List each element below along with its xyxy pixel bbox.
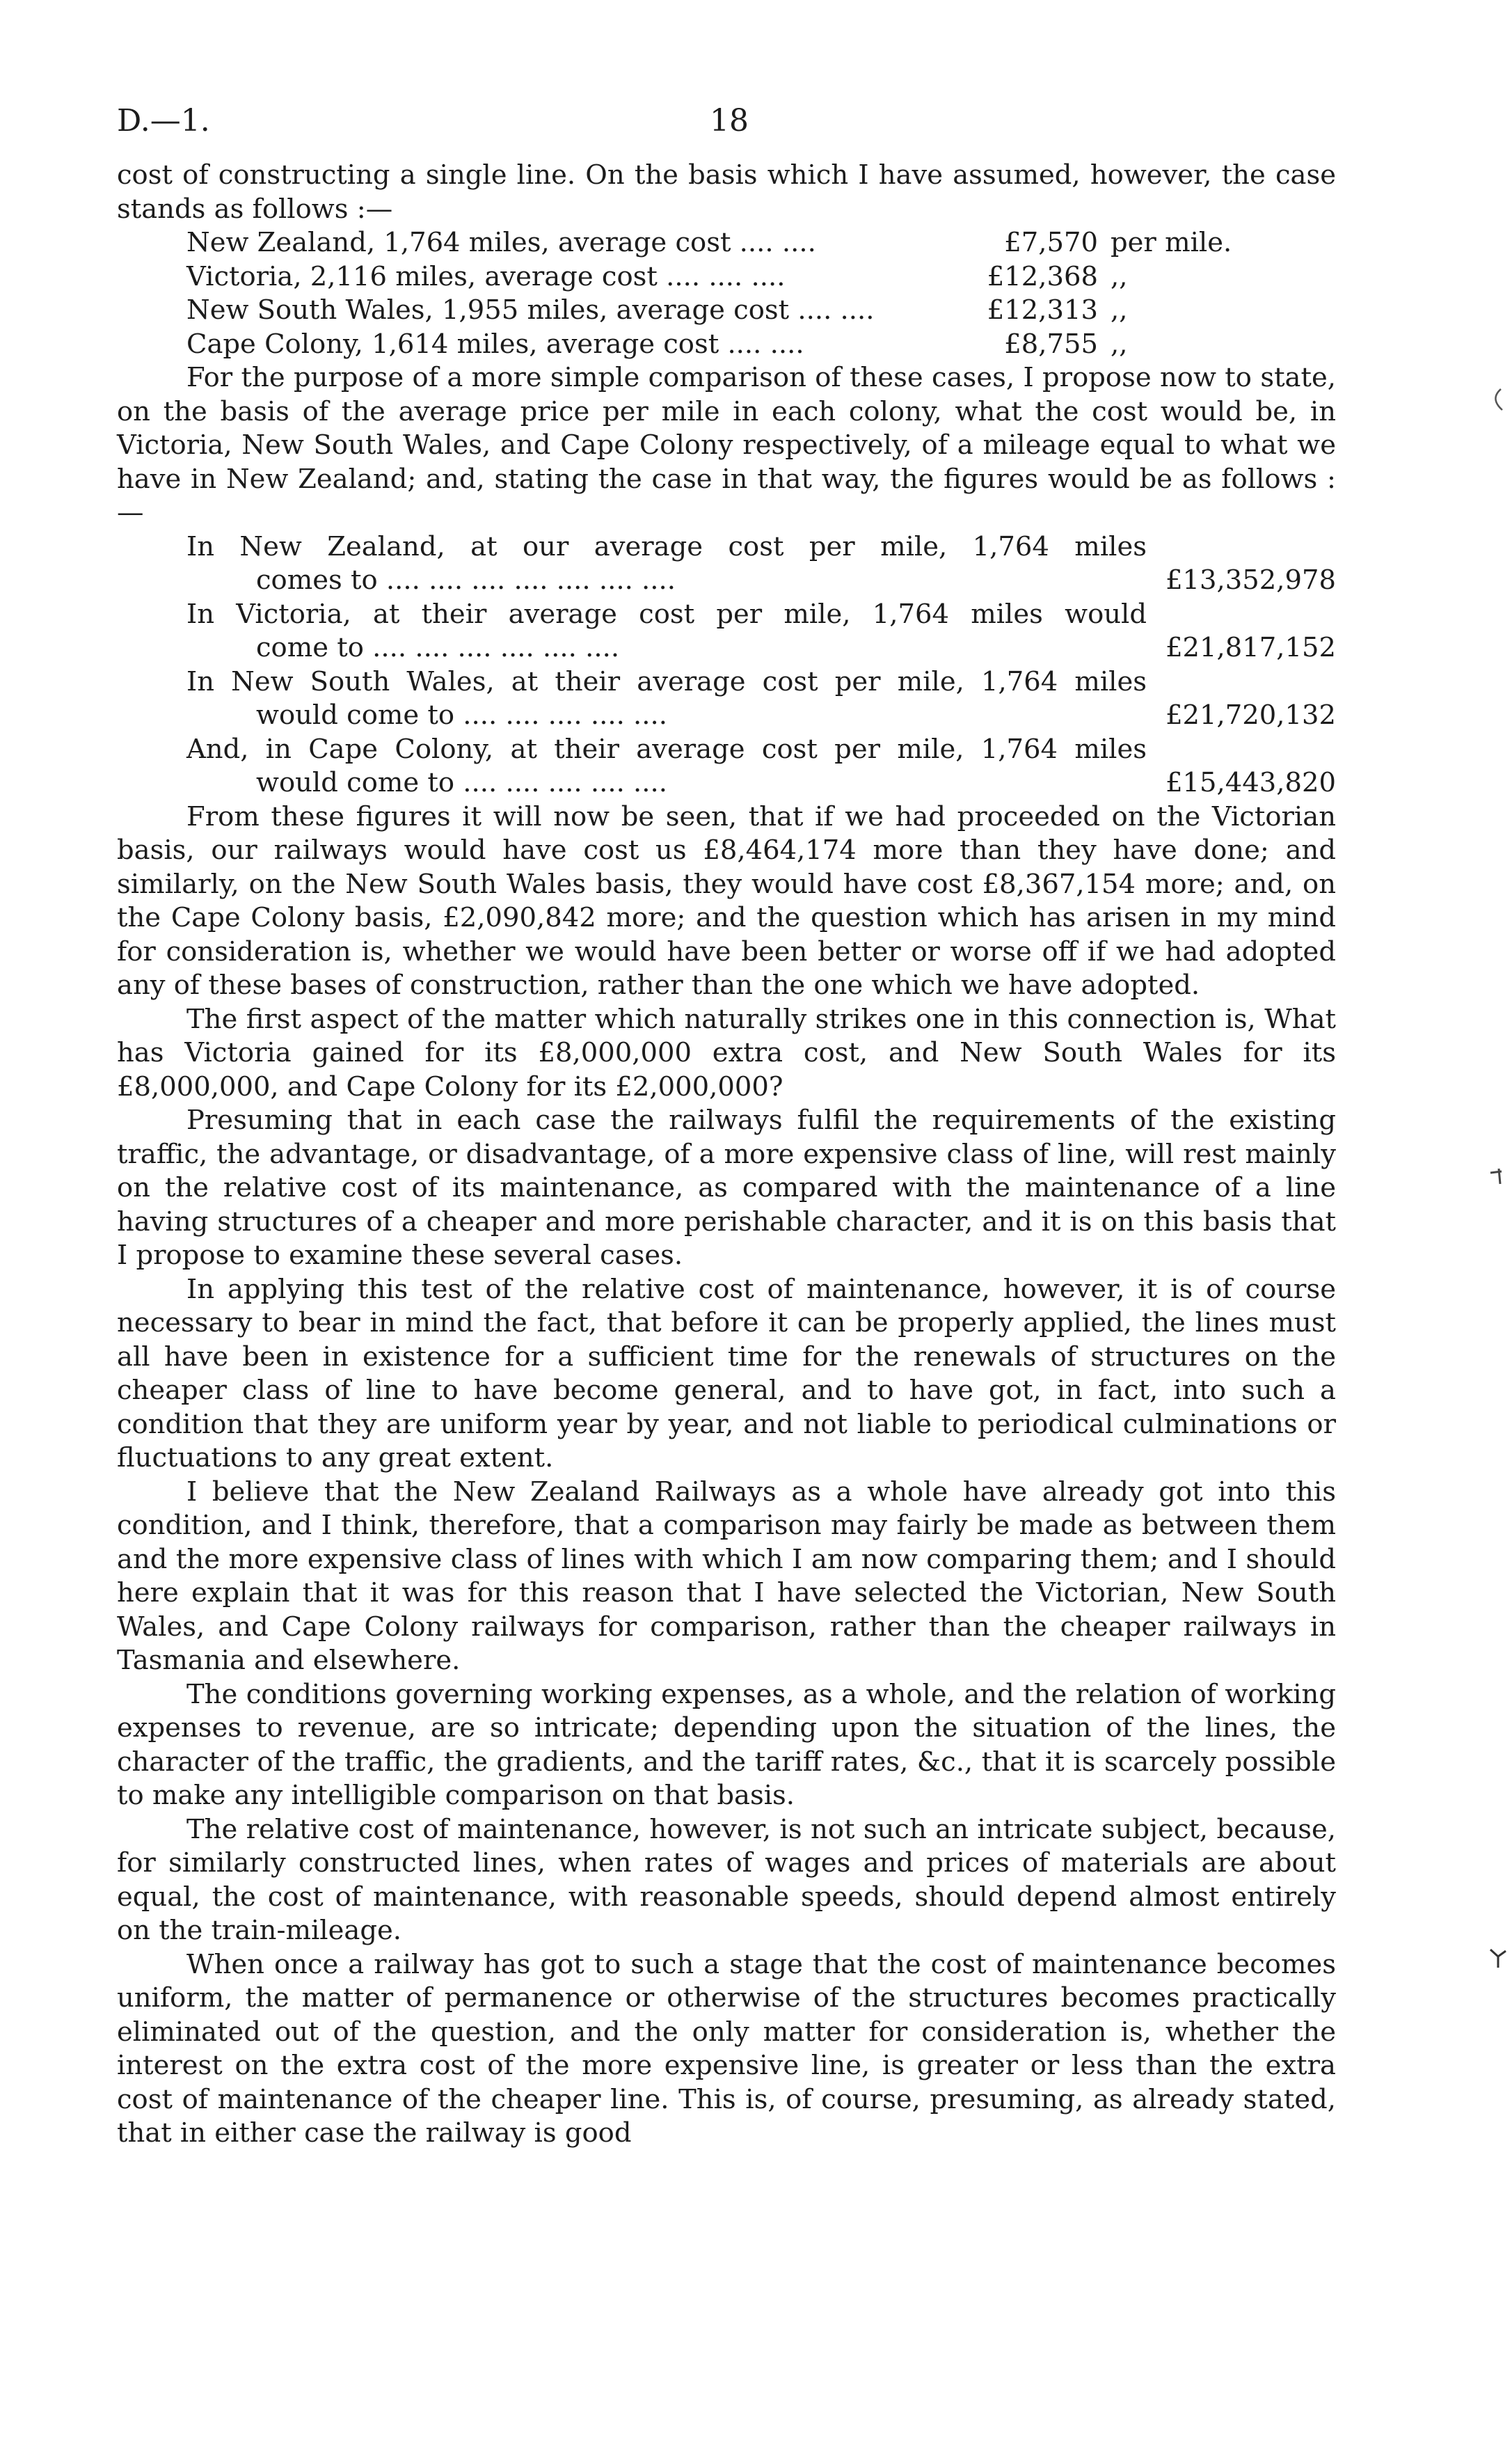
comparison-result: £15,443,820 bbox=[1165, 767, 1336, 798]
comparison-list bbox=[186, 530, 1336, 800]
comparison-continuation bbox=[186, 631, 1336, 665]
cost-unit: ,, bbox=[1111, 294, 1128, 326]
scan-mark bbox=[1486, 386, 1506, 414]
cost-amount: £12,368 bbox=[987, 260, 1098, 292]
scan-mark bbox=[1489, 1945, 1507, 1970]
comparison-item bbox=[186, 598, 1336, 665]
comparison-leader: come to .... .... .... .... .... .... bbox=[256, 632, 620, 663]
comparison-result: £21,720,132 bbox=[1165, 700, 1336, 731]
body-paragraph: The first aspect of the matter which naturally strikes one in this connection is, What has Victoria gained for its £8,000,000 extra cost, and New South Wales for its £8,000,000, and Cape Colony for its £2,000,000? bbox=[117, 1003, 1336, 1102]
comparison-item bbox=[186, 665, 1336, 733]
comparison-leader: would come to .... .... .... .... .... bbox=[256, 700, 667, 731]
paragraph-purpose: For the purpose of a more simple comparison of these cases, I propose now to state, on the basis of the average price per mile in each colony, what the cost would be, in Victoria, New South Wales, and Cape Colony respectively, of a mileage equal to what we have in New Zealand; and, stating the case in that way, the figures would be as follows :— bbox=[117, 362, 1336, 528]
comparison-leader: comes to .... .... .... .... .... .... .... bbox=[256, 564, 676, 596]
cost-row bbox=[186, 294, 1336, 328]
scan-mark bbox=[1489, 1166, 1504, 1187]
cost-label: Cape Colony, 1,614 miles, average cost .... .... bbox=[186, 328, 804, 360]
comparison-continuation bbox=[186, 699, 1336, 733]
paragraph-opening: cost of constructing a single line. On the basis which I have assumed, however, the case stands as follows :— bbox=[117, 159, 1336, 225]
body-paragraph: I believe that the New Zealand Railways as a whole have already got into this condition, and I think, therefore, that a comparison may fairly be made as between them and the more expensive class of lines with which I am now comparing them; and I should here explain that it was for this reason that I have selected the Victorian, New South Wales, and Cape Colony railways for comparison, rather than the cheaper railways in Tasmania and elsewhere. bbox=[117, 1476, 1336, 1676]
page-header bbox=[117, 96, 1336, 159]
comparison-result: £21,817,152 bbox=[1165, 632, 1336, 663]
comparison-text: In New South Wales, at their average cost per mile, 1,764 miles bbox=[186, 665, 1147, 697]
cost-unit: ,, bbox=[1111, 260, 1128, 292]
cost-amount: £7,570 bbox=[1004, 227, 1098, 258]
cost-amount: £12,313 bbox=[987, 294, 1098, 326]
cost-row bbox=[186, 328, 1336, 362]
body-paragraph: In applying this test of the relative cost of maintenance, however, it is of course necessary to bear in mind the fact, that before it can be properly applied, the lines must all have been in existence for a sufficient time for the renewals of structures on the cheaper class of line to have become general, and to have got, in fact, into such a condition that they are uniform year by year, and not liable to periodical culminations or fluctuations to any great extent. bbox=[117, 1273, 1336, 1473]
cost-row bbox=[186, 260, 1336, 294]
comparison-text: And, in Cape Colony, at their average cost per mile, 1,764 miles bbox=[186, 733, 1147, 765]
comparison-continuation bbox=[186, 766, 1336, 800]
page-number: 18 bbox=[710, 103, 749, 139]
comparison-result: £13,352,978 bbox=[1165, 564, 1336, 596]
cost-label: Victoria, 2,116 miles, average cost .... .... .... bbox=[186, 260, 786, 292]
comparison-text: In Victoria, at their average cost per mile, 1,764 miles would bbox=[186, 598, 1147, 630]
document-reference: D.—1. bbox=[117, 103, 210, 139]
cost-row bbox=[186, 226, 1336, 260]
body-paragraph: When once a railway has got to such a stage that the cost of maintenance becomes uniform, the matter of permanence or otherwise of the structures becomes practically eliminated out of the question, and the only matter for consideration is, whether the interest on the extra cost of the more expensive line, is greater or less than the extra cost of maintenance of the cheaper line. This is, of course, presuming, as already stated, that in either case the railway is good bbox=[117, 1948, 1336, 2149]
body-paragraph: Presuming that in each case the railways fulfil the requirements of the existing traffic, the advantage, or disadvantage, of a more expensive class of line, will rest mainly on the relative cost of its maintenance, as compared with the maintenance of a line having structures of a cheaper and more perishable character, and it is on this basis that I propose to examine these several cases. bbox=[117, 1105, 1336, 1271]
comparison-item bbox=[186, 530, 1336, 598]
cost-table bbox=[186, 226, 1336, 361]
comparison-leader: would come to .... .... .... .... .... bbox=[256, 767, 667, 798]
cost-label: New South Wales, 1,955 miles, average cost .... .... bbox=[186, 294, 875, 326]
body-paragraph: The conditions governing working expenses, as a whole, and the relation of working expenses to revenue, are so intricate; depending upon the situation of the lines, the character of the traffic, the gradients, and the tariff rates, &c., that it is scarcely possible to make any intelligible comparison on that basis. bbox=[117, 1678, 1336, 1811]
cost-unit: per mile. bbox=[1111, 227, 1232, 258]
body-paragraph: The relative cost of maintenance, however, is not such an intricate subject, because, for similarly constructed lines, when rates of wages and prices of materials are about equal, the cost of maintenance, with reasonable speeds, should depend almost entirely on the train-mileage. bbox=[117, 1813, 1336, 1946]
comparison-continuation bbox=[186, 564, 1336, 598]
cost-label: New Zealand, 1,764 miles, average cost .... .... bbox=[186, 227, 816, 258]
comparison-text: In New Zealand, at our average cost per mile, 1,764 miles bbox=[186, 530, 1147, 562]
document-page bbox=[117, 96, 1336, 2151]
cost-amount: £8,755 bbox=[1004, 328, 1098, 360]
cost-unit: ,, bbox=[1111, 328, 1128, 360]
comparison-item bbox=[186, 733, 1336, 800]
body-paragraph: From these figures it will now be seen, that if we had proceeded on the Victorian basis, our railways would have cost us £8,464,174 more than they have done; and similarly, on the New South Wales basis, they would have cost £8,367,154 more; and, on the Cape Colony basis, £2,090,842 more; and the question which has arisen in my mind for consideration is, whether we would have been better or worse off if we had adopted any of these bases of construction, rather than the one which we have adopted. bbox=[117, 800, 1336, 1001]
